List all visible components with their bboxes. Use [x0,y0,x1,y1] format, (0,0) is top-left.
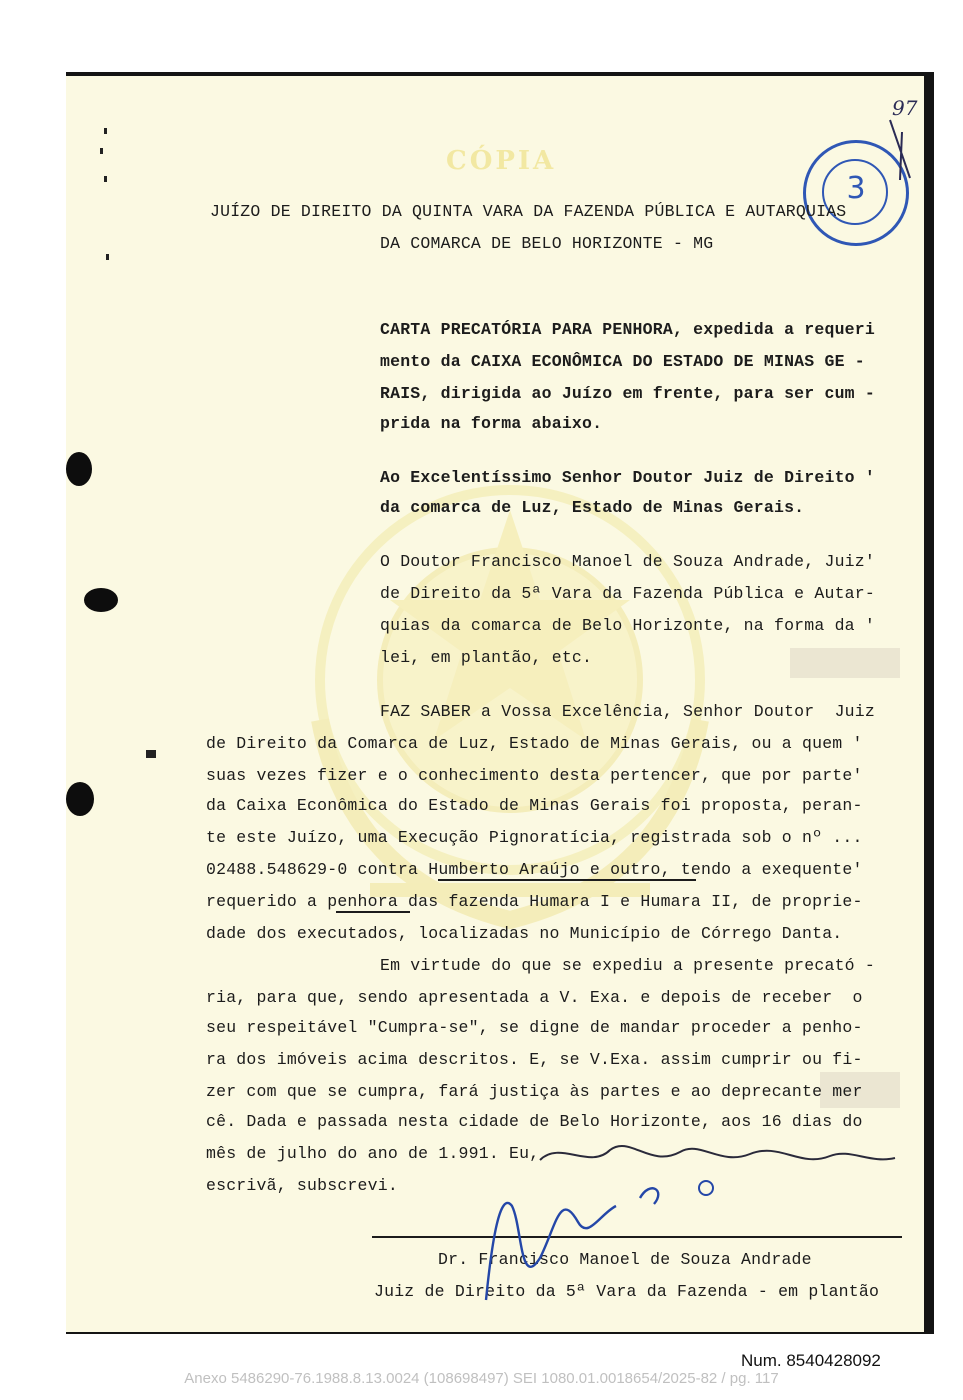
intro-line: CARTA PRECATÓRIA PARA PENHORA, expedida a requeri [380,320,875,339]
signer-title: Juiz de Direito da 5ª Vara da Fazenda - em plantão [374,1282,880,1301]
margin-mark [100,148,103,154]
address-line: Ao Excelentíssimo Senhor Doutor Juiz de Direito ' [380,468,875,487]
court-secretariat-stamp [803,140,909,246]
header-line-1: JUÍZO DE DIREITO DA QUINTA VARA DA FAZENDA PÚBLICA E AUTARQUIAS [210,202,847,221]
body-line: requerido a penhora das fazenda Humara I e Humara II, de proprie- [206,892,863,911]
stamp-number: 3 [846,171,866,206]
body-line: Em virtude do que se expediu a presente precató - [380,956,875,975]
judge-line: lei, em plantão, etc. [380,648,593,667]
body-line: escrivã, subscrevi. [206,1176,398,1195]
margin-mark [104,128,107,134]
copia-watermark: CÓPIA [446,146,557,176]
body-line: zer com que se cumpra, fará justiça às partes e ao deprecante mer [206,1082,863,1101]
handwritten-page-number: 97 [892,96,918,120]
intro-line: prida na forma abaixo. [380,414,603,433]
punch-hole [66,782,94,816]
judge-line: O Doutor Francisco Manoel de Souza Andrade, Juiz' [380,552,875,571]
signature-line [372,1236,902,1238]
address-line: da comarca de Luz, Estado de Minas Gerais. [380,498,805,517]
body-line: seu respeitável "Cumpra-se", se digne de mandar proceder a penho- [206,1018,863,1037]
body-line: FAZ SABER a Vossa Excelência, Senhor Doutor Juiz [380,702,875,721]
footer-reference: Anexo 5486290-76.1988.8.13.0024 (108698497) SEI 1080.01.0018654/2025-82 / pg. 117 [184,1370,779,1387]
body-line: cê. Dada e passada nesta cidade de Belo Horizonte, aos 16 dias do [206,1112,863,1131]
body-line: te este Juízo, uma Execução Pignoratícia, registrada sob o nº ... [206,828,863,847]
header-line-2: DA COMARCA DE BELO HORIZONTE - MG [380,234,714,253]
body-line: ria, para que, sendo apresentada a V. Exa. e depois de receber o [206,988,863,1007]
judge-line: quias da comarca de Belo Horizonte, na forma da ' [380,616,875,635]
punch-hole [84,588,118,612]
body-line: da Caixa Econômica do Estado de Minas Gerais foi proposta, peran- [206,796,863,815]
judge-line: de Direito da 5ª Vara da Fazenda Pública e Autar- [380,584,875,603]
intro-line: mento da CAIXA ECONÔMICA DO ESTADO DE MINAS GE - [380,352,865,371]
margin-mark [104,176,107,182]
body-line: 02488.548629-0 contra Humberto Araújo e outro, tendo a exequente' [206,860,863,879]
body-line: de Direito da Comarca de Luz, Estado de Minas Gerais, ou a quem ' [206,734,863,753]
intro-line: RAIS, dirigida ao Juízo em frente, para ser cum - [380,384,875,403]
underline-mark [438,879,696,881]
margin-mark [106,254,109,260]
punch-hole [66,452,92,486]
body-line: mês de julho do ano de 1.991. Eu, [206,1144,540,1163]
body-line: dade dos executados, localizadas no Município de Córrego Danta. [206,924,843,943]
body-line: suas vezes fizer e o conhecimento desta pertencer, que por parte' [206,766,863,785]
body-line: ra dos imóveis acima descritos. E, se V.Exa. assim cumprir ou fi- [206,1050,863,1069]
underline-mark [336,911,410,913]
signer-name: Dr. Francisco Manoel de Souza Andrade [438,1250,812,1269]
margin-mark [146,750,156,758]
tape-strip [790,648,900,678]
document-number: Num. 8540428092 [741,1351,881,1370]
